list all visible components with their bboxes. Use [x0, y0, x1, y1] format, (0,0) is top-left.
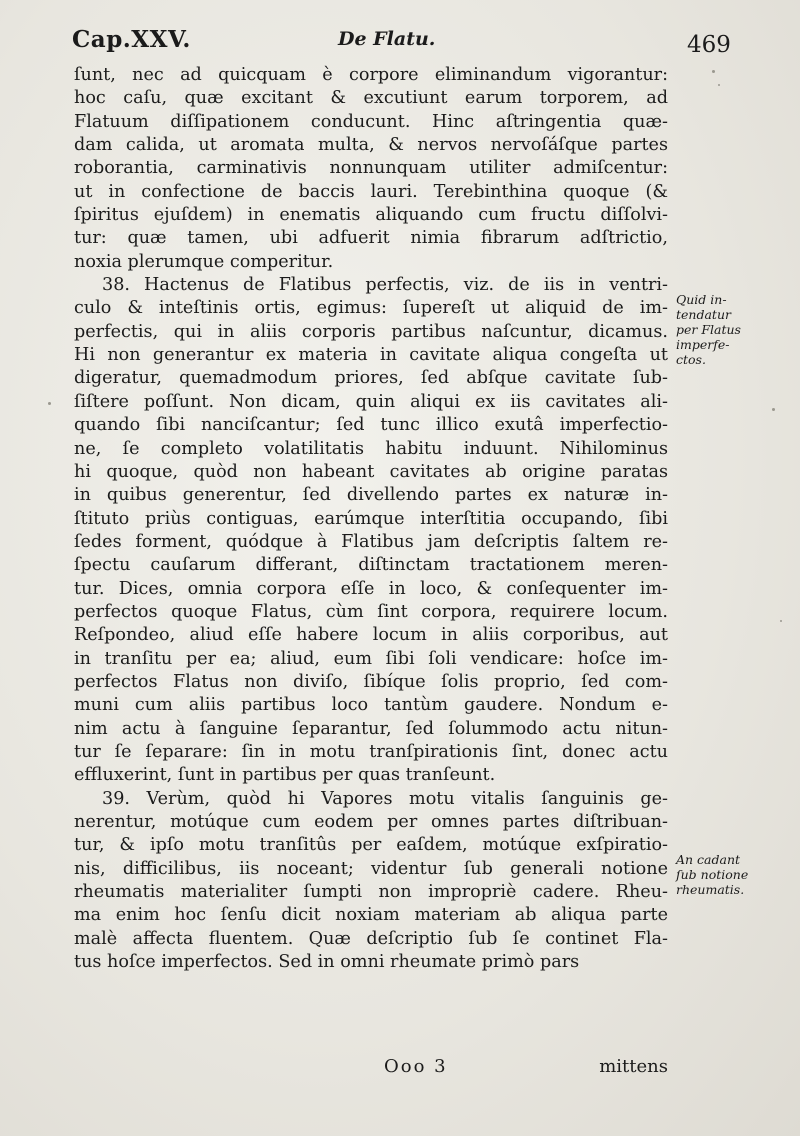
margin-note-line: tendatur: [676, 307, 731, 322]
text-line: nerentur, motúque cum eodem per omnes partes diſtribuan-: [74, 812, 668, 832]
margin-note-line: per Flatus: [676, 322, 741, 337]
text-line: quando ſibi nanciſcantur; ſed tunc illico exutâ imperfectio-: [74, 415, 668, 436]
paper-speck: [712, 70, 715, 73]
signature-mark: Ooo 3: [384, 1056, 448, 1077]
text-line: ſunt, nec ad quicquam è corpore eliminandum vigorantur:: [74, 65, 668, 85]
text-line: hi quoque, quòd non habeant cavitates ab origine paratas: [74, 461, 668, 482]
text-line: tur. Dices, omnia corpora eſſe in loco, & conſequenter im-: [74, 578, 668, 599]
text-line: tus hoſce imperfectos. Sed in omni rheumate primò pars: [74, 952, 580, 973]
text-line: ma enim hoc ſenſu dicit noxiam materiam ab aliqua parte: [74, 905, 668, 926]
text-line: Hi non generantur ex materia in cavitate aliqua congeſta ut: [74, 345, 668, 366]
text-line: culo & inteſtinis ortis, egimus: ſupereſt ut aliquid de im-: [74, 298, 668, 319]
margin-note-line: ſub notione: [676, 867, 749, 882]
text-line: perfectos quoque Flatus, cùm ſint corpora, requirere locum.: [74, 601, 668, 622]
margin-note-line: rheumatis.: [676, 882, 745, 897]
text-line: perfectos Flatus non diviſo, ſibíque ſolis proprio, ſed com-: [74, 671, 668, 692]
text-line: in quibus generentur, ſed divellendo partes ex naturæ in-: [74, 485, 668, 506]
text-line: ne, ſe completo volatilitatis habitu induunt. Nihilominus: [74, 438, 668, 459]
text-line: ſiſtere poſſunt. Non dicam, quin aliqui ex iis cavitates ali-: [74, 391, 668, 412]
margin-note-imperfect-flatus: [676, 292, 786, 367]
text-line: ſedes forment, quódque à Flatibus jam deſcriptis ſaltem re-: [74, 531, 668, 552]
text-line: 38. Hactenus de Flatibus perfectis, viz. de iis in ventri-: [102, 275, 668, 296]
margin-note-line: ctos.: [676, 352, 706, 367]
text-line: nim actu à ſanguine ſeparantur, ſed ſolummodo actu nitun-: [74, 718, 668, 739]
text-line: perfectis, qui in aliis corporis partibus naſcuntur, dicamus.: [74, 321, 668, 342]
page-number: 469: [687, 32, 731, 58]
text-line: rheumatis materialiter ſumpti non impropriè cadere. Rheu-: [74, 882, 668, 903]
paper-speck: [772, 408, 775, 411]
margin-note-line: An cadant: [676, 852, 741, 867]
text-line: effluxerint, ſunt in partibus per quas tranſeunt.: [74, 765, 496, 786]
text-line: dam calida, ut aromata multa, & nervos nervoſáſque partes: [74, 135, 668, 156]
text-line: muni cum aliis partibus loco tantùm gaudere. Nondum e-: [74, 695, 668, 716]
body-text: [74, 64, 668, 974]
text-line: 39. Verùm, quòd hi Vapores motu vitalis ſanguinis ge-: [102, 788, 668, 809]
text-line: nis, difficilibus, iis noceant; videntur ſub generali notione: [74, 858, 668, 879]
catchword: mittens: [599, 1056, 668, 1077]
margin-note-rheumatism: [676, 852, 786, 897]
margin-note-line: Quid in-: [676, 292, 727, 307]
paper-speck: [718, 84, 720, 86]
text-line: in tranſitu per ea; aliud, eum ſibi ſoli vendicare: hoſce im-: [74, 648, 668, 669]
text-line: tur ſe ſeparare: ſin in motu tranſpirationis ſint, donec actu: [74, 741, 668, 762]
text-line: ut in confectione de baccis lauri. Terebinthina quoque (&: [74, 181, 668, 202]
text-line: ſpectu cauſarum differant, diſtinctam tractationem meren-: [74, 555, 668, 576]
text-line: tur: quæ tamen, ubi adfuerit nimia fibrarum adſtrictio,: [74, 228, 668, 249]
text-line: Flatuum diſſipationem conducunt. Hinc aſtringentia quæ-: [74, 111, 668, 132]
text-line: hoc caſu, quæ excitant & excutiunt earum torporem, ad: [74, 88, 668, 109]
text-line: ſtituto priùs contiguas, earúmque interſtitia occupando, ſibi: [74, 508, 668, 529]
page-footer: [74, 1056, 668, 1084]
running-header: [70, 22, 790, 62]
text-line: malè affecta fluentem. Quæ deſcriptio ſub ſe continet Fla-: [74, 928, 668, 949]
margin-note-line: imperfe-: [676, 337, 730, 352]
text-line: roborantia, carminativis nonnunquam utiliter admiſcentur:: [74, 158, 668, 179]
paper-speck: [780, 620, 782, 622]
running-title: De Flatu.: [338, 28, 436, 50]
text-line: Reſpondeo, aliud eſſe habere locum in aliis corporibus, aut: [74, 625, 668, 646]
text-line: ſpiritus ejuſdem) in enematis aliquando cum fructu diſſolvi-: [74, 205, 668, 226]
text-line: digeratur, quemadmodum priores, ſed abſque cavitate ſub-: [74, 368, 668, 389]
text-line: noxia plerumque comperitur.: [74, 251, 334, 272]
chapter-heading: Cap.XXV.: [72, 26, 191, 53]
text-line: tur, & ipſo motu tranſitûs per eaſdem, motúque exſpiratio-: [74, 835, 668, 856]
paper-speck: [48, 402, 51, 405]
